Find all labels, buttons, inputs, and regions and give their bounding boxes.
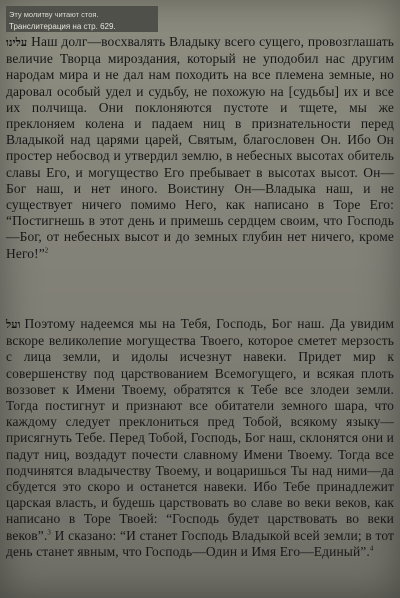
footnote-marker: 4 xyxy=(369,544,374,553)
paragraph-continuation: И сказано: “И станет Господь Владыкой всей земли; в тот день станет явным, что Господь—Один и Имя Его—Единый”. xyxy=(6,527,394,559)
paragraph-text: Наш долг—восхвалять Владыку всего сущего, провозглашать величие Творца мироздания, который не уподобил нас другим народам мира и не дал нам походить на все племена земные, но даровал особый удел и судьбу, не похожую на [судьбы] их и все их полчища. Они поклоняются пустоте и тщете, мы же преклоняем колена и падаем ниц в признательности перед Владыкой над царями царей, Святым, благословен Он. Ибо Он простер небосвод и утвердил землю, в небесных высотах обитель славы Его, и могущество Его пребывает в высотах высот. Он—Бог наш, и нет иного. Воистину Он—Владыка наш, и не существует ничего помимо Него, как написано в Торе Его: “Постигнешь в этот день и примешь сердцем своим, что Господь—Бог, от небесных высот и до земных глубин нет ничего, кроме Него!” xyxy=(6,34,394,261)
paragraph-text: Поэтому надеемся мы на Тебя, Господь, Бог наш. Да увидим вскоре великолепие могущества Твоего, которое сметет мерзость с лица земли, и идолы исчезнут навеки. Придет мир к совершенству под царствованием Всемогущего, и всякая плоть воззовет к Имени Твоему, обратятся к Тебе все злодеи земли. Тогда постигнут и признают все обитатели земного шара, что каждому следует преклониться пред Тобой, всякому языку—присягнуть Тебе. Перед Тобой, Господь, Бог наш, склонятся они и падут ниц, воздадут почести славному Имени Твоему. Тогда все подчинятся владычеству Твоему, и воцаришься Ты над ними—да сбудется это скоро и останется навеки. Ибо Тебе принадлежит царская власть, и будешь царствовать во славе во веки веков, как написано в Торе Твоей: “Господь будет царствовать во веки веков”. xyxy=(6,316,394,543)
hebrew-marker-aleinu: עלינו xyxy=(6,36,28,49)
footnote-marker: 3 xyxy=(47,528,51,537)
prayer-instruction: Эту молитву читают стоя. xyxy=(9,10,99,19)
transliteration-reference: Транслитерация на стр. 629. xyxy=(9,22,116,31)
hebrew-marker-veal: ועל xyxy=(6,318,21,331)
paragraph-veal xyxy=(6,316,394,560)
paragraph-aleinu xyxy=(6,34,394,262)
footnote-marker: 2 xyxy=(44,246,49,255)
